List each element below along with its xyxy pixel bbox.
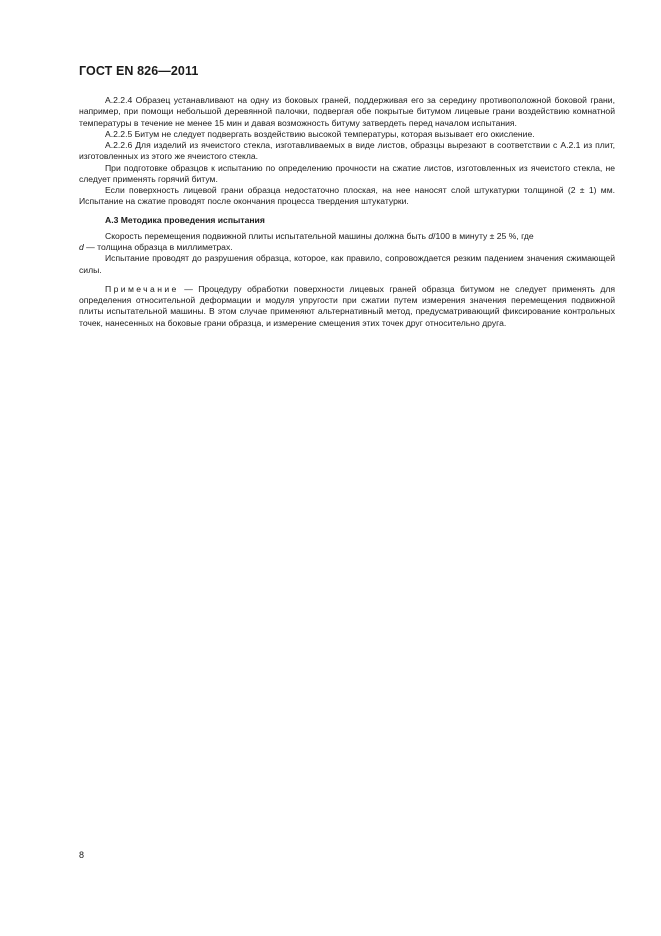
page-number: 8: [79, 850, 85, 860]
variable-d: d: [428, 230, 434, 241]
note-paragraph: [79, 284, 615, 329]
document-header: ГОСТ EN 826—2011: [79, 64, 199, 78]
section-heading-a-3: А.3 Методика проведения испытания: [105, 214, 265, 225]
note-text: — Процедуру обработки поверхности лицевых граней образца битумом не следует применять для определения относительной деформации и модуля упругости при сжатии путем измерения значения перемещения подвижной плиты испытательной машины. В этом случае применяют альтернативный метод, предусматривающий фиксирование контрольных точек, нанесенных на боковые грани образца, и измерение смещения этих точек друг относительно друга.: [79, 283, 615, 328]
paragraph-test-until-failure: Испытание проводят до разрушения образца, которое, как правило, сопровождается резким падением значения сжимающей силы.: [79, 253, 615, 275]
paragraph-a-2-2-4: А.2.2.4 Образец устанавливают на одну из боковых граней, поддерживая его за середину противоположной боковой грани, например, при помощи небольшой деревянной палочки, подвергая обе покрытые битумом лицевые грани воздействию комнатной температуры в течение не менее 15 мин и давая возможность битуму затвердеть перед началом испытания.: [79, 95, 615, 128]
document-body: [79, 95, 615, 329]
paragraph-hot-bitumen: При подготовке образцов к испытанию по определению прочности на сжатие листов, изготовленных из ячеистого стекла, не следует применять горячий битум.: [79, 162, 615, 184]
note-label: Примечание: [105, 283, 179, 294]
speed-text-end: — толщина образца в миллиметрах.: [83, 242, 233, 252]
paragraph-plaster-layer: Если поверхность лицевой грани образца недостаточно плоская, на нее наносят слой штукатурки толщиной (2 ± 1) мм. Испытание на сжатие проводят после окончания процесса твердения штукатурки.: [79, 185, 615, 207]
paragraph-plate-speed: [79, 231, 615, 254]
paragraph-a-2-2-5: А.2.2.5 Битум не следует подвергать воздействию высокой температуры, которая вызывает его окисление.: [105, 128, 535, 139]
paragraph-a-2-2-6: А.2.2.6 Для изделий из ячеистого стекла, изготавливаемых в виде листов, образцы вырезают в соответствии с А.2.1 из плит, изготовленных из этого же ячеистого стекла.: [79, 140, 615, 162]
variable-d: d: [79, 242, 84, 252]
speed-text-start: Скорость перемещения подвижной плиты испытательной машины должна быть: [105, 230, 429, 241]
speed-text-middle: /100 в минуту ± 25 %, где: [433, 230, 534, 241]
